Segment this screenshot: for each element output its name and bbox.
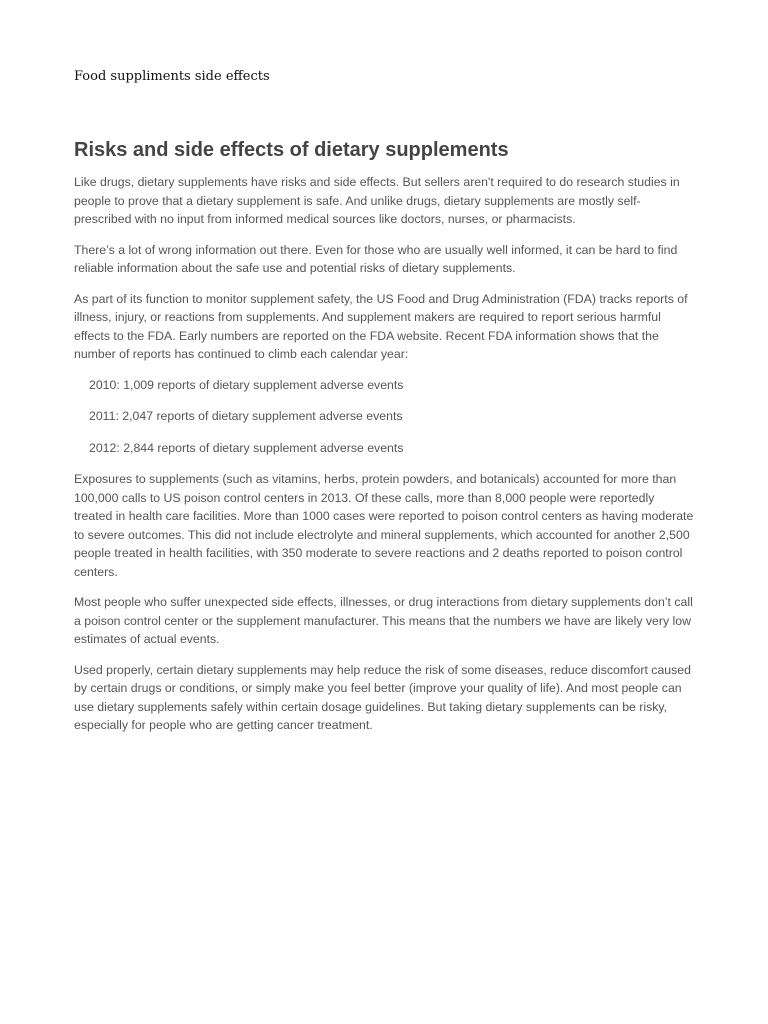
paragraph-intro-1: Like drugs, dietary supplements have risks and side effects. But sellers aren't required to do research studies in people to prove that a dietary supplement is safe. And unlike drugs, dietary supplements are mostly self-prescribed with no input from informed medical sources like doctors, nurses, or pharmacists. <box>74 175 680 226</box>
paragraph-body-2: Most people who suffer unexpected side effects, illnesses, or drug interactions from dietary supplements don’t call a poison control center or the supplement manufacturer. This means that the numbers we have are likely very low estimates of actual events. <box>74 595 693 646</box>
stat-2010: 2010: 1,009 reports of dietary supplement adverse events <box>89 377 404 392</box>
document-title: Food suppliments side effects <box>74 69 270 84</box>
paragraph-body-1: Exposures to supplements (such as vitamins, herbs, protein powders, and botanicals) accounted for more than 100,000 calls to US poison control centers in 2013. Of these calls, more than 8,000 people were reportedly treated in health care facilities. More than 1000 cases were reported to poison control centers as having moderate to severe outcomes. This did not include electrolyte and mineral supplements, which accounted for another 2,500 people treated in health facilities, with 350 moderate to severe reactions and 2 deaths reported to poison control centers. <box>74 472 694 579</box>
stat-2011: 2011: 2,047 reports of dietary supplement adverse events <box>89 409 403 423</box>
stat-2012: 2012: 2,844 reports of dietary supplement adverse events <box>89 440 404 455</box>
paragraph-intro-3: As part of its function to monitor supplement safety, the US Food and Drug Administration (FDA) tracks reports of illness, injury, or reactions from supplements. And supplement makers are required to report serious harmful effects to the FDA. Early numbers are reported on the FDA website. Recent FDA information shows that the number of reports has continued to climb each calendar year: <box>74 291 688 361</box>
article-heading: Risks and side effects of dietary supplements <box>74 139 509 161</box>
paragraph-intro-2: There’s a lot of wrong information out there. Even for those who are usually well informed, it can be hard to find reliable information about the safe use and potential risks of dietary supplements. <box>74 242 678 275</box>
paragraph-body-3: Used properly, certain dietary supplements may help reduce the risk of some diseases, reduce discomfort caused by certain drugs or conditions, or simply make you feel better (improve your quality of life). And most people can use dietary supplements safely within certain dosage guidelines. But taking dietary supplements can be risky, especially for people who are getting cancer treatment. <box>74 662 691 732</box>
